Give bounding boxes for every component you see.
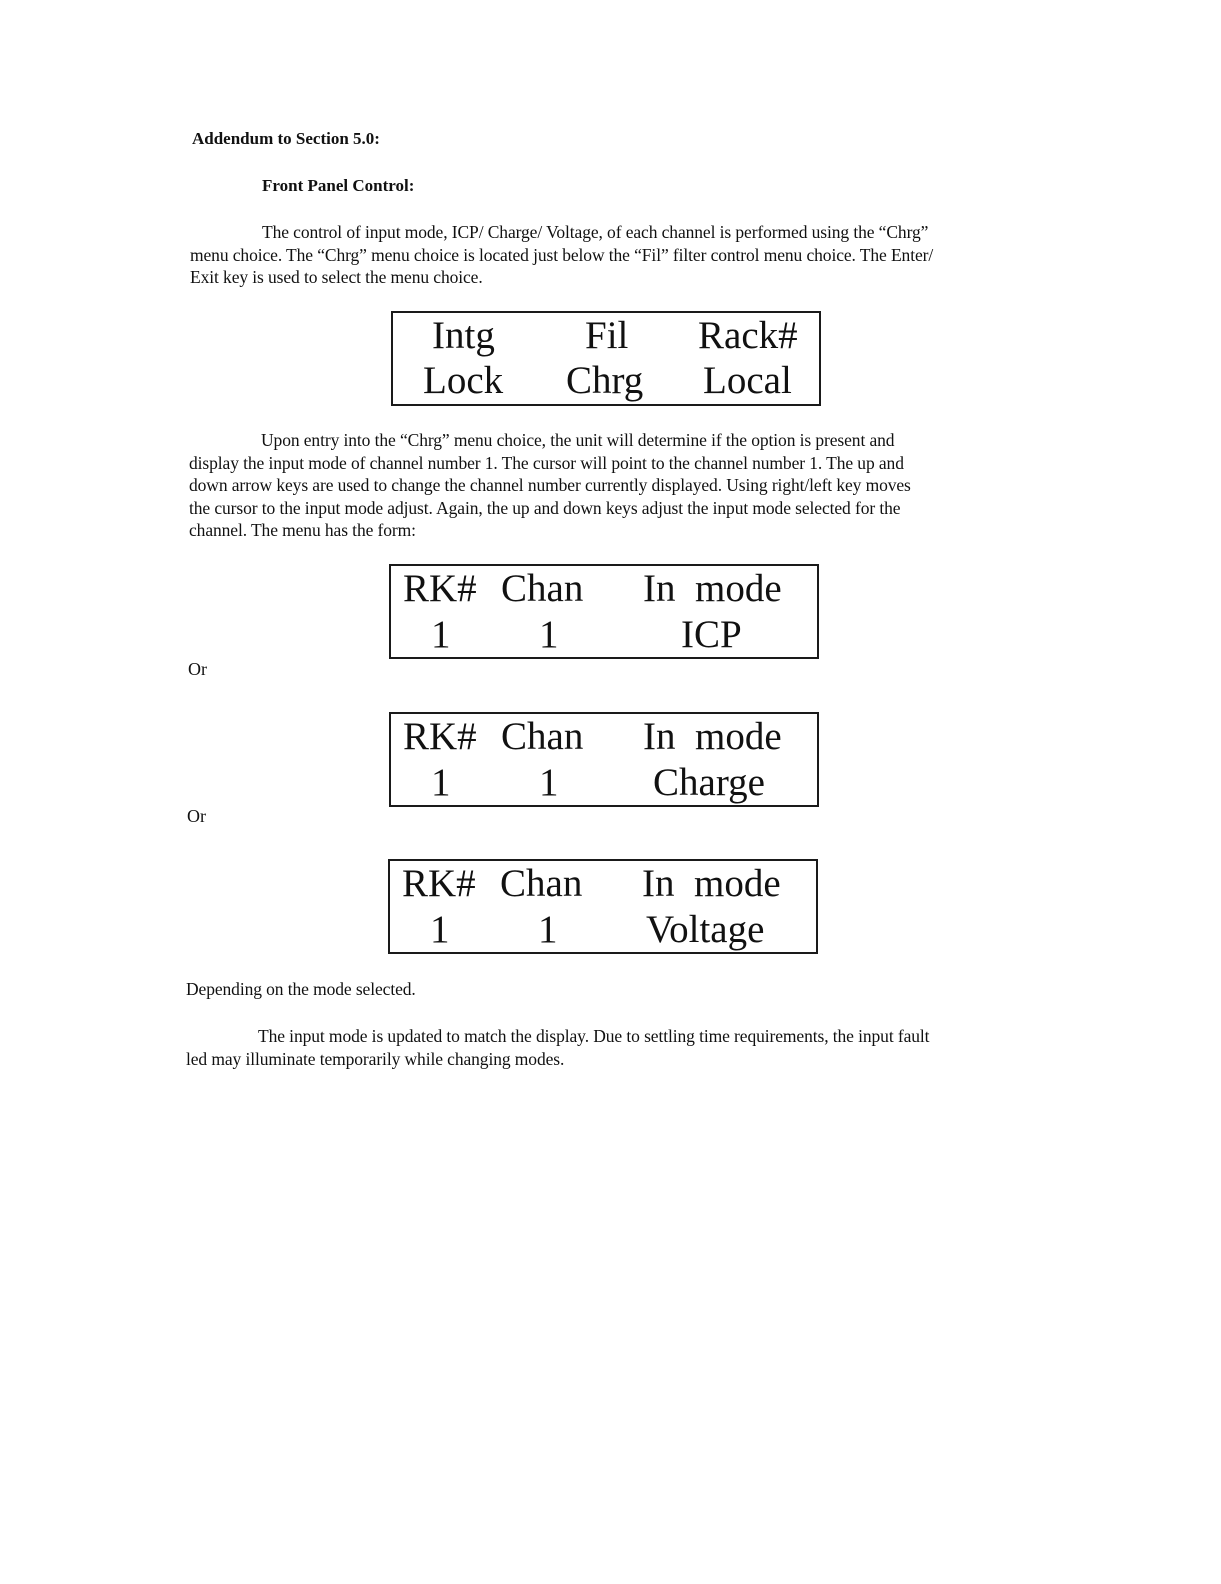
section-heading: Addendum to Section 5.0: — [192, 129, 380, 148]
channel-display-icp — [389, 564, 819, 659]
chan-header: Chan — [501, 715, 584, 758]
menu-item-fil: Fil — [585, 314, 629, 357]
in-mode-header: In mode — [643, 567, 782, 610]
rack-number-value: 1 — [431, 613, 451, 656]
closing-paragraph — [186, 1025, 929, 1070]
or-label: Or — [188, 659, 207, 679]
input-mode-value: Voltage — [646, 908, 765, 951]
depending-text: Depending on the mode selected. — [186, 979, 416, 999]
paragraph-line: The input mode is updated to match the display. Due to settling time requirements, the input fault — [258, 1026, 930, 1046]
chan-header: Chan — [501, 567, 584, 610]
menu-item-chrg: Chrg — [566, 359, 644, 402]
rk-header: RK# — [403, 567, 477, 610]
or-label: Or — [187, 806, 206, 826]
paragraph-line: The control of input mode, ICP/ Charge/ Voltage, of each channel is performed using the “Chrg” — [262, 222, 929, 242]
paragraph-line: led may illuminate temporarily while changing modes. — [186, 1048, 565, 1069]
entry-paragraph — [189, 429, 911, 542]
intro-paragraph — [190, 221, 933, 289]
paragraph-line: Upon entry into the “Chrg” menu choice, the unit will determine if the option is present and — [261, 430, 895, 450]
channel-display-charge — [389, 712, 819, 807]
paragraph-line: channel. The menu has the form: — [189, 520, 416, 540]
sub-heading: Front Panel Control: — [262, 176, 415, 195]
paragraph-line: down arrow keys are used to change the channel number currently displayed. Using right/left key moves — [189, 475, 911, 495]
input-mode-value: Charge — [653, 761, 765, 804]
rack-number-value: 1 — [430, 908, 450, 951]
menu-item-local: Local — [703, 359, 792, 402]
channel-number-value: 1 — [538, 908, 558, 951]
menu-item-lock: Lock — [423, 359, 504, 402]
chan-header: Chan — [500, 862, 583, 905]
channel-display-voltage — [388, 859, 818, 954]
menu-display — [391, 311, 821, 406]
paragraph-line: the cursor to the input mode adjust. Again, the up and down keys adjust the input mode selected for the — [189, 497, 901, 518]
input-mode-value: ICP — [681, 613, 742, 656]
in-mode-header: In mode — [642, 862, 781, 905]
menu-item-rack: Rack# — [698, 314, 798, 357]
rk-header: RK# — [403, 715, 477, 758]
menu-item-intg: Intg — [432, 314, 495, 357]
rk-header: RK# — [402, 862, 476, 905]
paragraph-line: display the input mode of channel number 1. The cursor will point to the channel number 1. The up and — [189, 452, 904, 473]
channel-number-value: 1 — [539, 613, 559, 656]
in-mode-header: In mode — [643, 715, 782, 758]
paragraph-line: Exit key is used to select the menu choice. — [190, 267, 483, 287]
rack-number-value: 1 — [431, 761, 451, 804]
paragraph-line: menu choice. The “Chrg” menu choice is located just below the “Fil” filter control menu choice. The Enter/ — [190, 244, 934, 265]
channel-number-value: 1 — [539, 761, 559, 804]
